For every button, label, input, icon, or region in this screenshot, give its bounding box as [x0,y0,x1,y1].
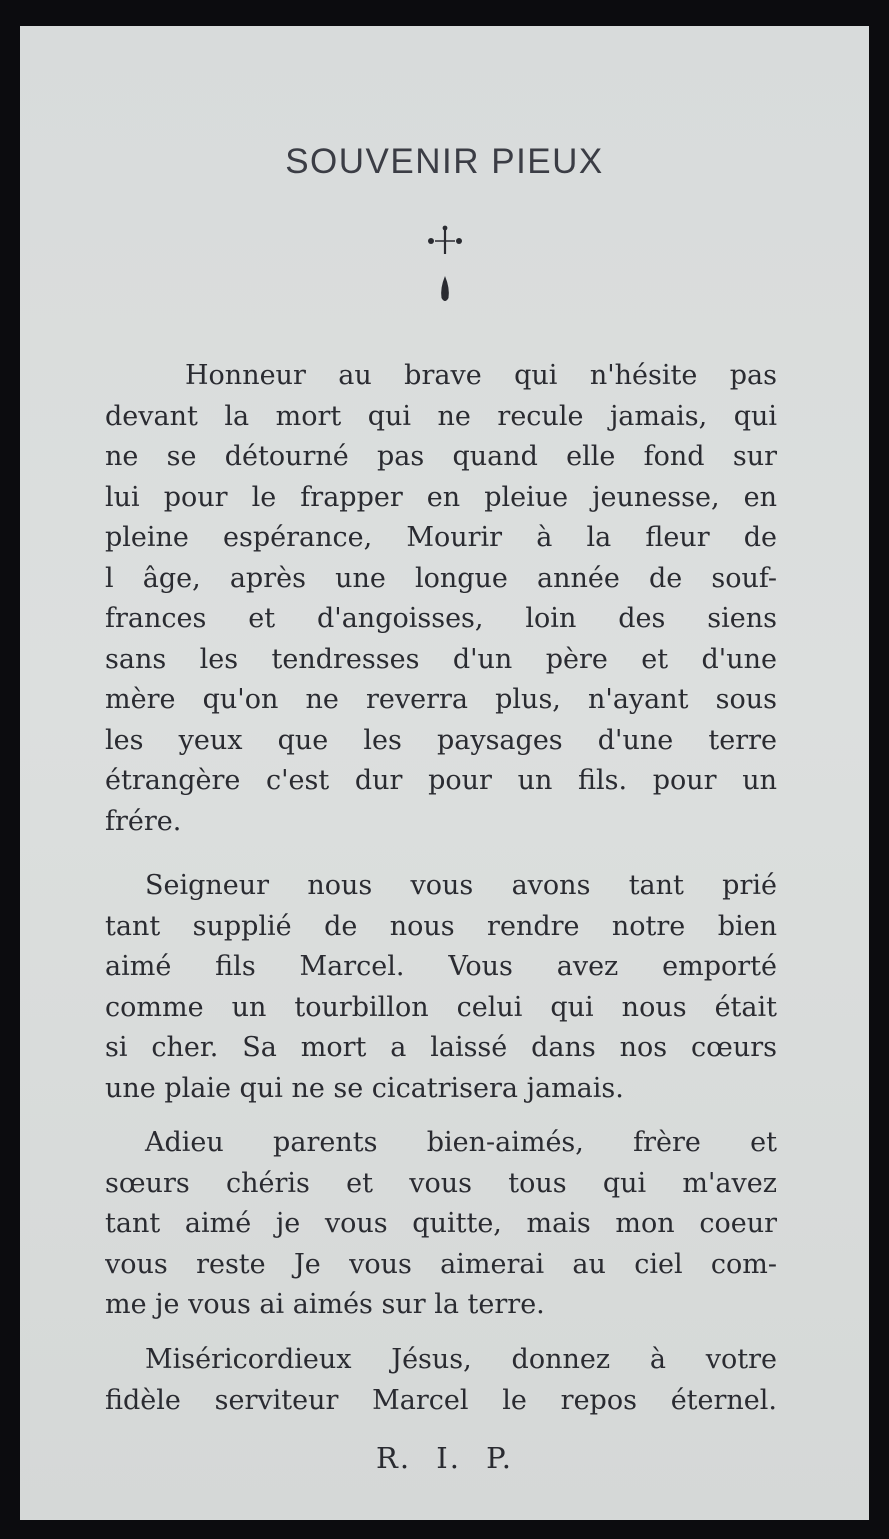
text-line: comme un tourbillon celui qui nous était [105,991,777,1023]
paragraph-tribute [105,356,777,842]
memorial-card [20,26,869,1520]
text-line: aimé fils Marcel. Vous avez emporté [105,951,777,982]
text-line: Adieu parents bien-aimés, frère et [145,1127,777,1158]
text-line: tant supplié de nous rendre notre bien [105,910,777,942]
cross-ornament-icon [425,216,465,311]
text-line: Seigneur nous vous avons tant prié [145,870,777,901]
text-line: les yeux que les paysages d'une terre [105,724,777,756]
text-line: devant la mort qui ne recule jamais, qui [105,400,777,432]
text-line: sœurs chéris et vous tous qui m'avez [105,1167,777,1199]
text-line: l âge, après une longue année de souf- [105,562,777,594]
text-line: vous reste Je vous aimerai au ciel com- [105,1248,777,1280]
text-line: me je vous ai aimés sur la terre. [105,1289,545,1320]
text-line: Honneur au brave qui n'hésite pas [185,360,777,391]
text-line: une plaie qui ne se cicatrisera jamais. [105,1072,624,1104]
text-line: frére. [105,805,182,837]
text-line: tant aimé je vous quitte, mais mon coeur [105,1208,777,1239]
text-line: pleine espérance, Mourir à la fleur de [105,522,777,553]
text-line: Miséricordieux Jésus, donnez à votre [145,1344,777,1375]
card-title: SOUVENIR PIEUX [285,142,604,181]
text-line: fidèle serviteur Marcel le repos éternel. [105,1384,777,1416]
text-line: étrangère c'est dur pour un fils. pour un [105,765,777,796]
paragraph-prayer [105,866,777,1109]
text-line: sans les tendresses d'un père et d'une [105,643,777,675]
paragraph-invocation [105,1340,777,1421]
text-line: si cher. Sa mort a laissé dans nos cœurs [105,1032,777,1063]
paragraph-farewell [105,1123,777,1326]
text-line: mère qu'on ne reverra plus, n'ayant sous [105,684,777,715]
text-line: frances et d'angoisses, loin des siens [105,603,777,634]
text-line: lui pour le frapper en pleiue jeunesse, en [105,481,777,513]
closing-rip: R. I. P. [375,1441,514,1475]
text-line: ne se détourné pas quand elle fond sur [105,441,777,472]
